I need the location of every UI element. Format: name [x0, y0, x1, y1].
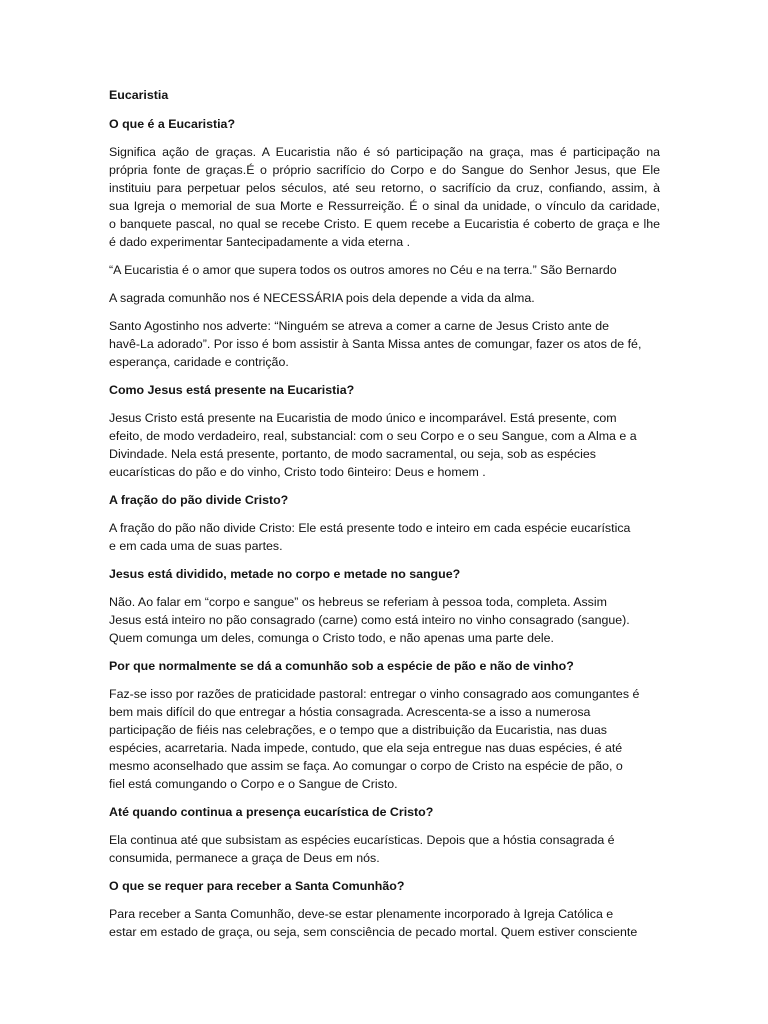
- question-heading: Jesus está dividido, metade no corpo e metade no sangue?: [109, 567, 461, 581]
- text-line: instituiu para perpetuar pelos séculos, até seu retorno, o sacrifício da cruz, confiando, assim, à: [109, 181, 660, 195]
- text-line: sua Igreja o memorial de sua Morte e Ressurreição. É o sinal da unidade, o vínculo da caridade,: [109, 199, 660, 213]
- text-line: participação de fiéis nas celebrações, e o tempo que a distribuição da Eucaristia, nas duas: [109, 723, 607, 737]
- text-line: Santo Agostinho nos adverte: “Ninguém se atreva a comer a carne de Jesus Cristo ante de: [109, 319, 610, 333]
- paragraph: [109, 905, 660, 941]
- text-line: A sagrada comunhão nos é NECESSÁRIA pois dela depende a vida da alma.: [109, 291, 535, 305]
- text-line: Jesus Cristo está presente na Eucaristia de modo único e incomparável. Está presente, com: [109, 411, 617, 425]
- text-line: Ela continua até que subsistam as espécies eucarísticas. Depois que a hóstia consagrada é: [109, 833, 615, 847]
- paragraph: [109, 317, 660, 371]
- text-line: o banquete pascal, no qual se recebe Cristo. E quem recebe a Eucaristia é coberto de graça e lhe: [109, 217, 660, 231]
- question-heading: O que se requer para receber a Santa Comunhão?: [109, 879, 405, 893]
- paragraph: [109, 289, 660, 307]
- text-line: bem mais difícil do que entregar a hóstia consagrada. Acrescenta-se a isso a numerosa: [109, 705, 591, 719]
- text-line: Quem comunga um deles, comunga o Cristo todo, e não apenas uma parte dele.: [109, 631, 554, 645]
- text-line: Faz-se isso por razões de praticidade pastoral: entregar o vinho consagrado aos comungantes é: [109, 687, 640, 701]
- text-line: consumida, permanece a graça de Deus em nós.: [109, 851, 380, 865]
- question-heading: Até quando continua a presença eucarística de Cristo?: [109, 805, 434, 819]
- question-heading: O que é a Eucaristia?: [109, 117, 236, 131]
- text-line: Significa ação de graças. A Eucaristia não é só participação na graça, mas é participação na: [109, 145, 660, 159]
- text-line: fiel está comungando o Corpo e o Sangue de Cristo.: [109, 777, 398, 791]
- quote-paragraph: [109, 261, 660, 279]
- text-line: havê-La adorado”. Por isso é bom assistir à Santa Missa antes de comungar, fazer os atos de fé,: [109, 337, 642, 351]
- paragraph: [109, 685, 660, 793]
- text-line: Não. Ao falar em “corpo e sangue” os hebreus se referiam à pessoa toda, completa. Assim: [109, 595, 607, 609]
- text-line: A fração do pão não divide Cristo: Ele está presente todo e inteiro em cada espécie eucarística: [109, 521, 631, 535]
- text-line: estar em estado de graça, ou seja, sem consciência de pecado mortal. Quem estiver consciente: [109, 925, 638, 939]
- paragraph: [109, 143, 660, 251]
- text-line: efeito, de modo verdadeiro, real, substancial: com o seu Corpo e o seu Sangue, com a Alma e a: [109, 429, 637, 443]
- text-line: própria fonte de graças.É o próprio sacrifício do Corpo e do Sangue do Senhor Jesus, que Ele: [109, 163, 660, 177]
- question-heading: Por que normalmente se dá a comunhão sob a espécie de pão e não de vinho?: [109, 659, 574, 673]
- text-line: mesmo aconselhado que assim se faça. Ao comungar o corpo de Cristo na espécie de pão, o: [109, 759, 623, 773]
- text-line: Para receber a Santa Comunhão, deve-se estar plenamente incorporado à Igreja Católica e: [109, 907, 614, 921]
- question-heading: Como Jesus está presente na Eucaristia?: [109, 383, 355, 397]
- document-title: Eucaristia: [109, 88, 169, 102]
- text-line: Jesus está inteiro no pão consagrado (carne) como está inteiro no vinho consagrado (sangue).: [109, 613, 630, 627]
- paragraph: [109, 831, 660, 867]
- text-line: Divindade. Nela está presente, portanto, de modo sacramental, ou seja, sob as espécies: [109, 447, 596, 461]
- text-line: eucarísticas do pão e do vinho, Cristo todo 6inteiro: Deus e homem .: [109, 465, 486, 479]
- text-line: esperança, caridade e contrição.: [109, 355, 289, 369]
- paragraph: [109, 593, 660, 647]
- text-line: é dado experimentar 5antecipadamente a vida eterna .: [109, 235, 411, 249]
- paragraph: [109, 519, 660, 555]
- paragraph: [109, 409, 660, 481]
- text-line: e em cada uma de suas partes.: [109, 539, 283, 553]
- text-line: “A Eucaristia é o amor que supera todos os outros amores no Céu e na terra.” São Bernardo: [109, 263, 617, 277]
- text-line: espécies, acarretaria. Nada impede, contudo, que ela seja entregue nas duas espécies, é até: [109, 741, 623, 755]
- question-heading: A fração do pão divide Cristo?: [109, 493, 289, 507]
